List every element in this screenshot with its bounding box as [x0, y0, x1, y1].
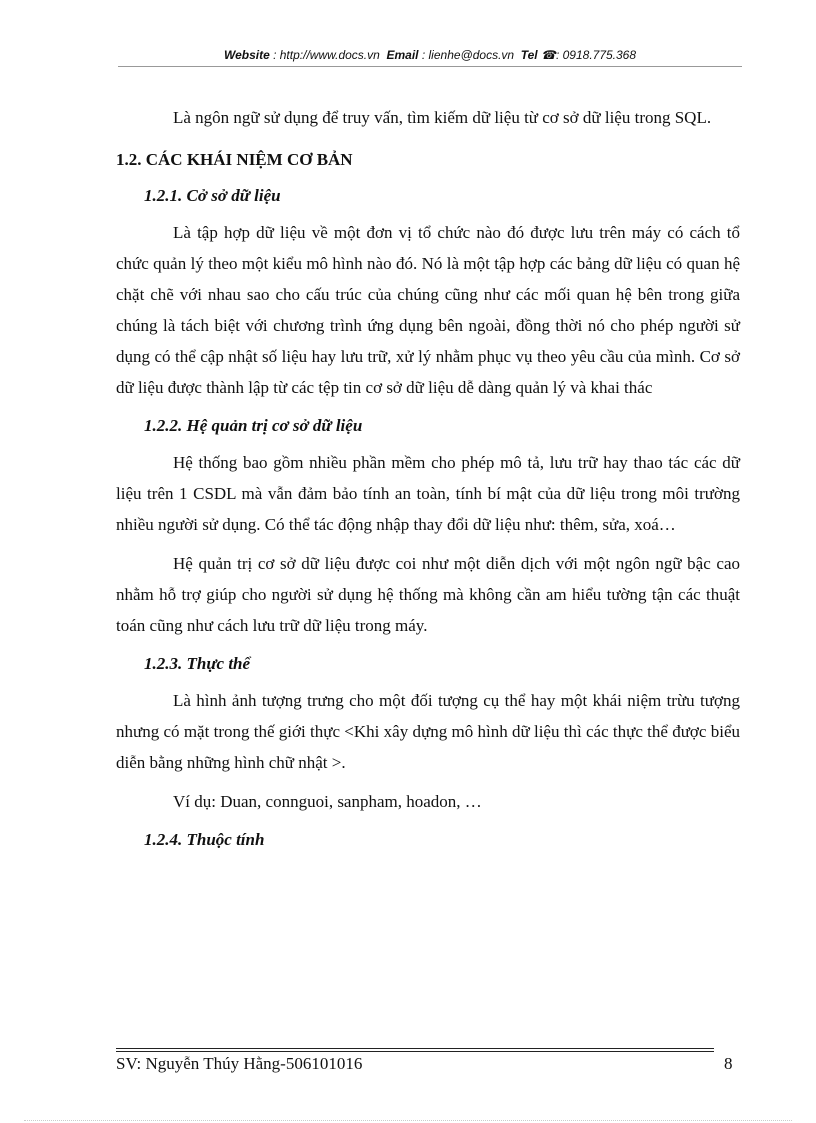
- subsection-1-2-2-title: 1.2.2. Hệ quản trị cơ sở dữ liệu: [144, 416, 363, 435]
- website-label: Website: [223, 48, 270, 62]
- header-divider: [118, 66, 742, 67]
- subsection-1-2-2-paragraph-1: Hệ thống bao gồm nhiều phần mềm cho phép mô tả, lưu trữ hay thao tác các dữ liệu trên 1 CSDL mà vẫn đảm bảo tính an toàn, tính bí mật của dữ liệu trong môi trường nhiều người sử dụng. Có thể tác động nhập thay đổi dữ liệu như: thêm, sửa, xoá…: [116, 453, 740, 534]
- tel-label: Tel: [520, 48, 538, 62]
- subsection-1-2-1-title: 1.2.1. Cở sở dữ liệu: [144, 186, 281, 205]
- intro-paragraph: Là ngôn ngữ sử dụng để truy vấn, tìm kiếm dữ liệu từ cơ sở dữ liệu trong SQL.: [173, 108, 712, 127]
- phone-icon: ☎: [541, 48, 556, 62]
- page-header: [118, 48, 742, 62]
- subsection-1-2-3-example: Ví dụ: Duan, connguoi, sanpham, hoadon, …: [173, 792, 482, 811]
- footer-divider-top: [116, 1048, 714, 1049]
- subsection-1-2-3-title: 1.2.3. Thực thể: [144, 654, 251, 673]
- page-bottom-border: [24, 1120, 792, 1121]
- section-title: 1.2. CÁC KHÁI NIỆM CƠ BẢN: [116, 150, 353, 169]
- subsection-1-2-4-title: 1.2.4. Thuộc tính: [144, 830, 265, 849]
- subsection-1-2-1-paragraph: Là tập hợp dữ liệu về một đơn vị tổ chức nào đó được lưu trên máy có cách tổ chức quản lý theo một kiểu mô hình nào đó. Nó là một tập hợp các bảng dữ liệu có quan hệ chặt chẽ với nhau sao cho cấu trúc của chúng cũng như các mối quan hệ bên trong giữa chúng là tách biệt với chương trình ứng dụng bên ngoài, đồng thời nó cho phép người sử dụng có thể cập nhật số liệu hay lưu trữ, xử lý nhằm phục vụ theo yêu cầu của mình. Cơ sở dữ liệu được thành lập từ các tệp tin cơ sở dữ liệu dễ dàng quản lý và khai thác: [116, 223, 740, 397]
- footer-author: SV: Nguyễn Thúy Hằng-506101016: [116, 1054, 363, 1073]
- page-content: [116, 102, 740, 861]
- tel-value: : 0918.775.368: [555, 48, 637, 62]
- email-value: : lienhe@docs.vn: [421, 48, 515, 62]
- subsection-1-2-2-paragraph-2: Hệ quản trị cơ sở dữ liệu được coi như một diễn dịch với một ngôn ngữ bậc cao nhằm hỗ trợ giúp cho người sử dụng hệ thống mà không cần am hiểu tường tận các thuật toán cũng như cách lưu trữ dữ liệu trong máy.: [116, 554, 740, 635]
- footer-divider-bottom: [116, 1051, 714, 1052]
- website-url: : http://www.docs.vn: [273, 48, 380, 62]
- subsection-1-2-3-paragraph: Là hình ảnh tượng trưng cho một đối tượng cụ thể hay một khái niệm trừu tượng nhưng có mặt trong thế giới thực <Khi xây dựng mô hình dữ liệu thì các thực thể được biểu diễn bằng những hình chữ nhật >.: [116, 691, 740, 772]
- email-label: Email: [386, 48, 419, 62]
- page-number: 8: [724, 1054, 733, 1073]
